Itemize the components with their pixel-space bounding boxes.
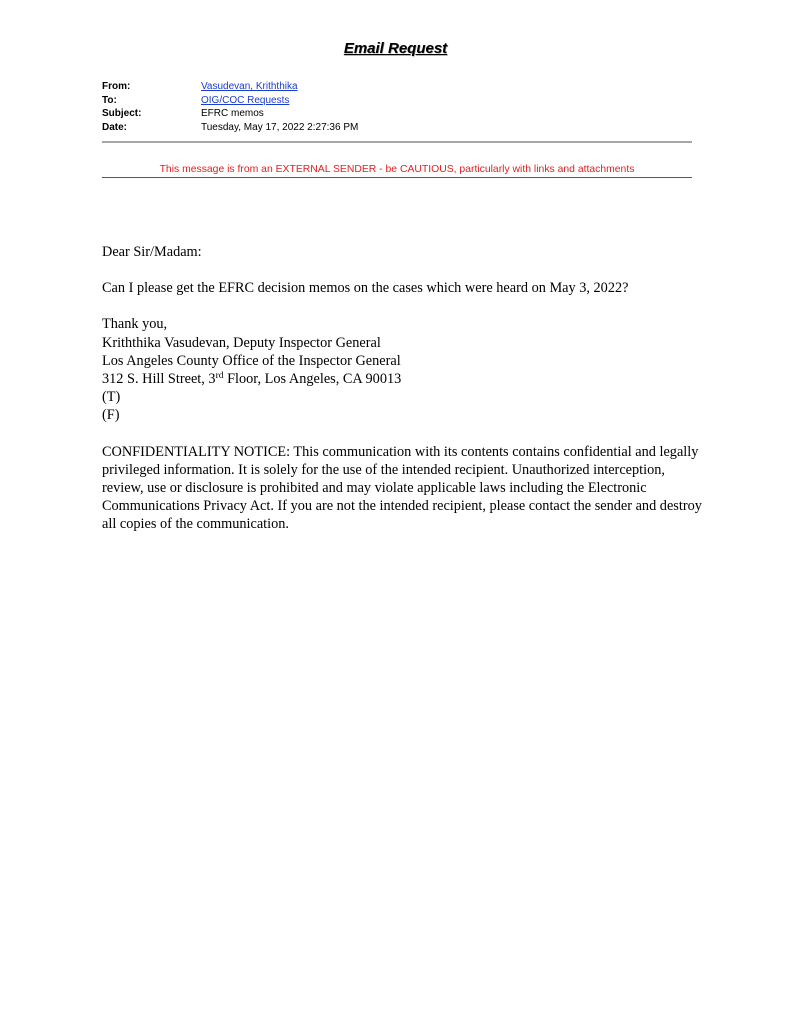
from-row bbox=[102, 80, 692, 94]
subject-row bbox=[102, 107, 692, 121]
signature-address: 312 S. Hill Street, 3rd Floor, Los Angeles, CA 90013 bbox=[102, 371, 402, 388]
fax-line: (F) bbox=[102, 407, 120, 424]
to-link[interactable]: OIG/COC Requests bbox=[201, 94, 290, 106]
to-label: To: bbox=[102, 94, 117, 106]
request-text: Can I please get the EFRC decision memos on the cases which were heard on May 3, 2022? bbox=[102, 280, 629, 297]
header-divider bbox=[102, 141, 692, 143]
signature-office: Los Angeles County Office of the Inspector General bbox=[102, 352, 401, 369]
document-title: Email Request bbox=[343, 40, 448, 57]
greeting: Dear Sir/Madam: bbox=[102, 244, 202, 260]
date-value: Tuesday, May 17, 2022 2:27:36 PM bbox=[201, 121, 359, 133]
to-row bbox=[102, 94, 692, 108]
subject-label: Subject: bbox=[102, 108, 142, 119]
date-row bbox=[102, 121, 692, 135]
email-body bbox=[102, 243, 702, 534]
from-link[interactable]: Vasudevan, Kriththika bbox=[201, 81, 298, 92]
signature-name: Kriththika Vasudevan, Deputy Inspector General bbox=[102, 334, 381, 351]
external-sender-warning: This message is from an EXTERNAL SENDER - be CAUTIOUS, particularly with links and attachments bbox=[102, 164, 692, 178]
phone-line: (T) bbox=[102, 389, 121, 406]
from-label: From: bbox=[102, 81, 131, 92]
date-label: Date: bbox=[102, 121, 128, 133]
email-header bbox=[102, 80, 692, 134]
confidentiality-notice: CONFIDENTIALITY NOTICE: This communication with its contents contains confidential and legally privileged information. It is solely for the use of the intended recipient. Unauthorized interception, review, use or disclosure is prohibited and may violate applicable laws including the Electronic Communications Privacy Act. If you are not the intended recipient, please contact the sender and destroy all copies of the communication. bbox=[102, 443, 702, 533]
closing: Thank you, bbox=[102, 316, 168, 333]
subject-value: EFRC memos bbox=[201, 108, 264, 119]
